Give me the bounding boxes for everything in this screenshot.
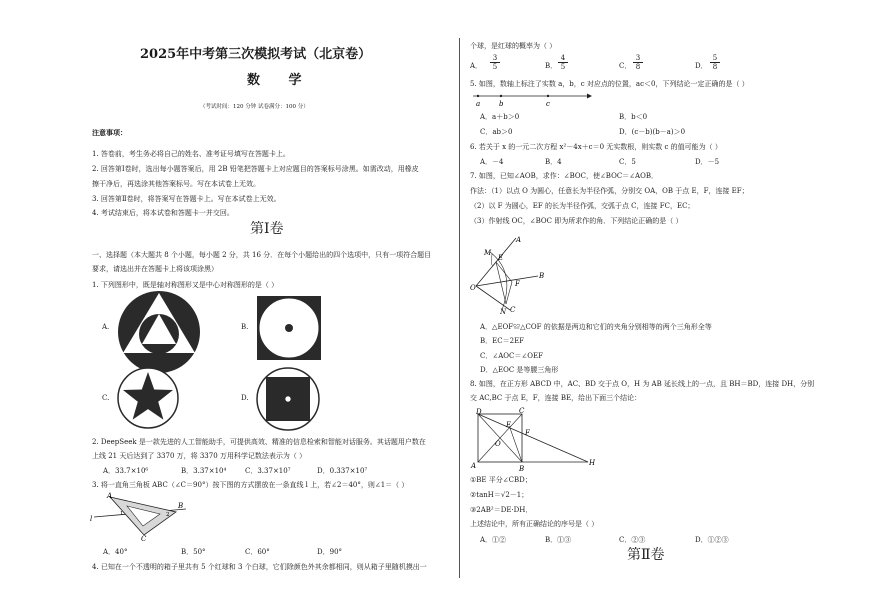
q4-option-c-label: C． [619, 62, 632, 70]
q6-option-b: B．4 [545, 158, 562, 166]
q1-option-b-label: B. [241, 323, 249, 331]
q5-point-c: c [546, 100, 550, 108]
q7-stem-line: （2）以 F 为圆心，EF 的长为半径作弧，交弧于点 C，连接 FC，EC； [470, 202, 695, 210]
q1-option-c-label: C. [102, 394, 110, 402]
exam-info: （考试时间：120 分钟 试卷满分：100 分） [200, 104, 309, 110]
q7-option-c: C．∠AOC＝∠OEF [480, 352, 543, 360]
note-item: 擦干净后，再选涂其他答案标号。写在本试卷上无效。 [92, 180, 260, 188]
q5-point-b: b [499, 100, 504, 108]
q6-option-a: A．－4 [480, 158, 504, 166]
q8-summary: 上述结论中，所有正确结论的序号是（ ） [470, 520, 599, 528]
q3-label-b: B [178, 502, 184, 510]
q3-label-l: l [90, 515, 93, 523]
q6-option-d: D．－5 [695, 158, 720, 166]
q8-figure [470, 408, 600, 472]
q5-stem: 5. 如图，数轴上标注了实数 a，b，c 对应点的位置，ac＜0，下列结论一定正确的是（ ） [470, 80, 749, 88]
q8-stem-line: 交 AC,BC 于点 E，F，连接 BE，给出下面三个结论： [470, 394, 642, 402]
q7-label-a: A [516, 236, 522, 244]
q3-option-c: C．60° [245, 548, 270, 556]
q8-label-d: D [476, 408, 482, 416]
q4-option-c-fraction: 3 8 [633, 54, 643, 71]
q2-stem-line: 上线 21 天后达到了 3370 万，将 3370 万用科学记数法表示为（ ） [92, 452, 307, 460]
q8-label-e: E [506, 421, 512, 429]
q5-point-a: a [476, 100, 481, 108]
section-one-line: 要求，请选出并在答题卡上将该项涂黑） [92, 265, 218, 273]
q4-option-a-fraction: 3 5 [490, 54, 500, 71]
q7-label-o: O [470, 284, 476, 292]
part-one-heading: 第Ⅰ卷 [250, 221, 284, 237]
notes-heading: 注意事项： [92, 128, 127, 137]
q1-option-d-label: D. [241, 394, 249, 402]
q7-figure [470, 232, 550, 316]
q8-conclusion: ③2AB²＝DE·DH． [470, 506, 533, 514]
q7-label-b: B [539, 272, 545, 280]
q2-option-c: C．3.37×10⁷ [245, 467, 291, 475]
q3-label-c: C [141, 535, 147, 543]
q3-option-a: A．40° [103, 548, 128, 556]
q2-option-d: D．0.337×10⁷ [317, 467, 368, 475]
q6-stem: 6. 若关于 x 的一元二次方程 x²－4x＋c＝0 无实数根，则实数 c 的值可能为（ ） [470, 143, 722, 151]
q3-angle-2: 2 [166, 512, 170, 518]
q8-label-h: H [589, 459, 596, 467]
q3-stem: 3. 将一直角三角板 ABC（∠C＝90°）按下图的方式摆放在一条直线 l 上，若∠2＝40°，则∠1＝（ ） [92, 481, 409, 489]
q4-option-a-label: A． [470, 62, 483, 70]
q8-option-b: B．①③ [545, 536, 572, 544]
q4-option-d-label: D． [695, 62, 708, 70]
q7-label-m: M [484, 249, 492, 257]
q4-option-b-fraction: 4 5 [558, 54, 568, 71]
note-item: 4. 考试结束后，将本试卷和答题卡一并交回。 [92, 209, 234, 217]
q2-stem-line: 2. DeepSeek 是一款先进的人工智能助手，可提供高效、精准的信息检索和智能对话服务。其话题用户数在 [92, 438, 426, 446]
q6-option-c: C．5 [619, 158, 636, 166]
subject-title: 数 学 [247, 73, 314, 88]
q8-option-c: C．②③ [619, 536, 646, 544]
column-divider [459, 38, 460, 578]
q7-option-a: A．△EOF≌△COF 的依据是两边和它们的夹角分别相等的两个三角形全等 [480, 323, 712, 331]
q8-label-f: F [525, 429, 530, 437]
q8-label-b: B [519, 465, 525, 473]
note-item: 2. 回答第Ⅰ卷时，选出每小题答案后，用 2B 铅笔把答题卡上对应题目的答案标号涂黑。如需改动，用橡皮 [92, 165, 419, 173]
q4-stem-line: 个球，是红球的概率为（ ） [470, 42, 557, 50]
q5-option-d: D．(c－b)(b－a)＞0 [619, 128, 686, 136]
q8-option-d: D．①②③ [695, 536, 729, 544]
q3-label-a: A [107, 492, 113, 500]
q7-stem-line: 7. 如图，已知∠AOB，求作：∠BOC，使∠BOC＝∠AOB． [470, 172, 658, 180]
note-item: 3. 回答第Ⅱ卷时，将答案写在答题卡上。写在本试卷上无效。 [92, 195, 281, 203]
q8-conclusion: ②tanH＝√2－1； [470, 491, 529, 499]
q7-label-f: F [515, 280, 520, 288]
q7-stem-line: 作法：（1）以点 O 为圆心，任意长为半径作弧，分别交 OA，OB 于点 E，F，连接 EF； [470, 187, 749, 195]
q1-figure-b [256, 295, 322, 361]
q5-option-a: A．a＋b＞0 [480, 113, 520, 121]
q7-option-b: B．EC＝2EF [480, 337, 525, 345]
q3-figure [90, 492, 190, 543]
q7-label-e: E [498, 254, 504, 262]
paper-title: 2025年中考第三次模拟考试（北京卷） [140, 47, 372, 62]
note-item: 1. 答卷前，考生务必将自己的姓名、准考证号填写在答题卡上。 [92, 150, 290, 158]
q4-option-b-label: B． [545, 62, 558, 70]
q7-label-c: C [510, 306, 516, 314]
q5-option-b: B．b＜0 [619, 113, 648, 121]
q1-figure-d [256, 367, 320, 431]
q5-option-c: C．ab＞0 [480, 128, 513, 136]
section-one-line: 一、选择题（本大题共 8 个小题，每小题 2 分，共 16 分．在每个小题给出的四个选项中，只有一项符合题目 [92, 251, 432, 259]
q7-option-d: D．△EOC 是等腰三角形 [480, 366, 559, 374]
q7-label-n: N [500, 308, 507, 316]
q8-stem-line: 8. 如图，在正方形 ABCD 中，AC、BD 交于点 O，H 为 AB 延长线上的一点，且 BH＝BD，连接 DH，分别 [470, 380, 815, 388]
q1-figure-c [117, 367, 179, 429]
q3-option-b: B．50° [181, 548, 206, 556]
q2-option-a: A．33.7×10⁶ [103, 467, 149, 475]
q8-option-a: A．①② [480, 536, 507, 544]
q3-angle-1: 1 [120, 511, 124, 517]
q4-stem-line: 4. 已知在一个不透明的箱子里共有 5 个红球和 3 个白球，它们除颜色外其余都相同，则从箱子里随机摸出一 [92, 563, 427, 571]
q8-conclusion: ①BE 平分∠CBD； [470, 476, 532, 484]
part-two-heading: 第Ⅱ卷 [627, 547, 665, 563]
q8-label-o: O [495, 440, 501, 448]
q8-label-c: C [519, 407, 525, 415]
q8-label-a: A [471, 462, 477, 470]
q2-option-b: B．3.37×10⁴ [181, 467, 227, 475]
q1-stem: 1. 下列图形中，既是轴对称图形又是中心对称图形的是（ ） [92, 281, 279, 289]
q4-option-d-fraction: 5 8 [710, 54, 720, 71]
q1-option-a-label: A. [102, 323, 110, 331]
q5-number-line [473, 89, 593, 109]
q7-stem-line: （3）作射线 OC，∠BOC 即为所求作的角．下列结论正确的是（ ） [470, 217, 683, 225]
q3-option-d: D．90° [317, 548, 343, 556]
q1-figure-a [117, 290, 201, 374]
